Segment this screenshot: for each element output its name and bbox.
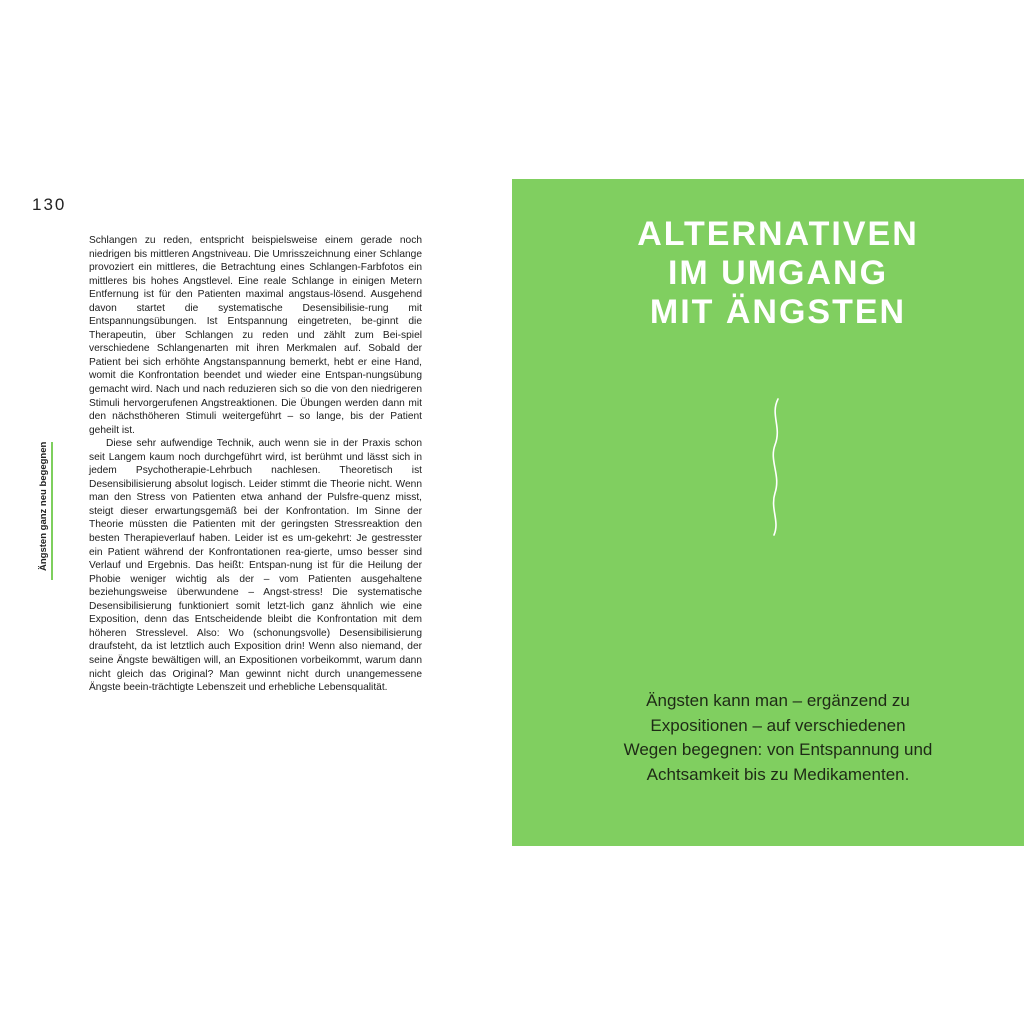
body-paragraph-1: Schlangen zu reden, entspricht beispielsweise einem gerade noch niedrigen bis mittleren Angstniveau. Die Umrisszeichnung einer Schlange provoziert ein mittleres, die Betrachtung eines Schlangen-Farbfotos ein mittleres bis hohes Angstlevel. Eine reale Schlange in einigen Metern Entfernung ist für den Patienten maximal angstaus-lösend. Ausgehend davon startet die systematische Desensibilisie-rung mit Entspannungsübungen. Ist Entspannung eingetreten, be-ginnt die Therapeutin, über Schlangen zu reden und zählt zum Bei-spiel verschiedene Schlangenarten mit ihren Merkmalen auf. Sobald der Patient bei sich erhöhte Angstanspannung bemerkt, hebt er eine Hand, womit die Konfrontation beendet und wieder eine Entspan-nungsübung gemacht wird. Nach und nach reduzieren sich so die von den niedrigeren Stimuli hervorgerufenen Angstreaktionen. Die Übungen werden dann mit den nächsthöheren Stimuli weitergeführt – so lange, bis der Patient geheilt ist. xyxy=(89,235,422,436)
chapter-title xyxy=(512,215,1024,332)
running-head: Ängsten ganz neu begegnen xyxy=(38,442,53,580)
body-paragraph-2: Diese sehr aufwendige Technik, auch wenn sie in der Praxis schon seit Langem kaum noch durchgeführt wird, ist berühmt und lässt sich in jedem Psychotherapie-Lehrbuch nachlesen. Theoretisch ist Desensibilisierung absolut logisch. Leider stimmt die Theorie nicht. Wenn man den Stress von Patienten etwa anhand der Pulsfre-quenz misst, steigt dieser erwartungsgemäß bei der Konfrontation. Im Sinne der Theorie müssten die Patienten mit der geringsten Stressreaktion den besten Therapieverlauf haben. Leider ist es um-gekehrt: Je gestresster ein Patient während der Konfrontationen rea-gierte, umso besser sind Verlauf und Ergebnis. Das heißt: Entspan-nung ist für die Heilung der Phobie weniger wichtig als der – vom Patienten ausgehaltene beziehungsweise überwundene – Angst-stress! Die systematische Desensibilisierung funktioniert somit letzt-lich ganz ähnlich wie eine Exposition, denn das Entscheidende bleibt die Konfrontation mit dem höheren Stresslevel. Also: Wo (schonungsvolle) Desensibilisierung draufsteht, da ist letztlich auch Exposition drin! Wenn also niemand, der seine Ängste bewältigen will, an Expositionen vorbeikommt, warum dann nicht gleich das Original? Man gewinnt nicht durch unangemessene Ängste beein-trächtigte Lebenszeit und erhebliche Lebensqualität. xyxy=(89,438,422,694)
chapter-title-line-2: IM UMGANG xyxy=(667,254,889,292)
page-number: 130 xyxy=(32,195,67,214)
squiggle-line-decoration-icon xyxy=(762,397,786,537)
intro-line-3: Wegen begegnen: von Entspannung und xyxy=(623,740,933,759)
intro-line-4: Achtsamkeit bis zu Medikamenten. xyxy=(646,764,910,784)
intro-line-2: Expositionen – auf verschiedenen xyxy=(650,715,906,735)
intro-line-1: Ängsten kann man – ergänzend zu xyxy=(646,691,910,710)
chapter-title-line-1: ALTERNATIVEN xyxy=(637,215,919,253)
body-text-column xyxy=(89,234,422,695)
chapter-opener-panel xyxy=(512,179,1024,846)
chapter-intro-text xyxy=(602,689,954,787)
chapter-title-line-3: MIT ÄNGSTEN xyxy=(649,293,907,331)
